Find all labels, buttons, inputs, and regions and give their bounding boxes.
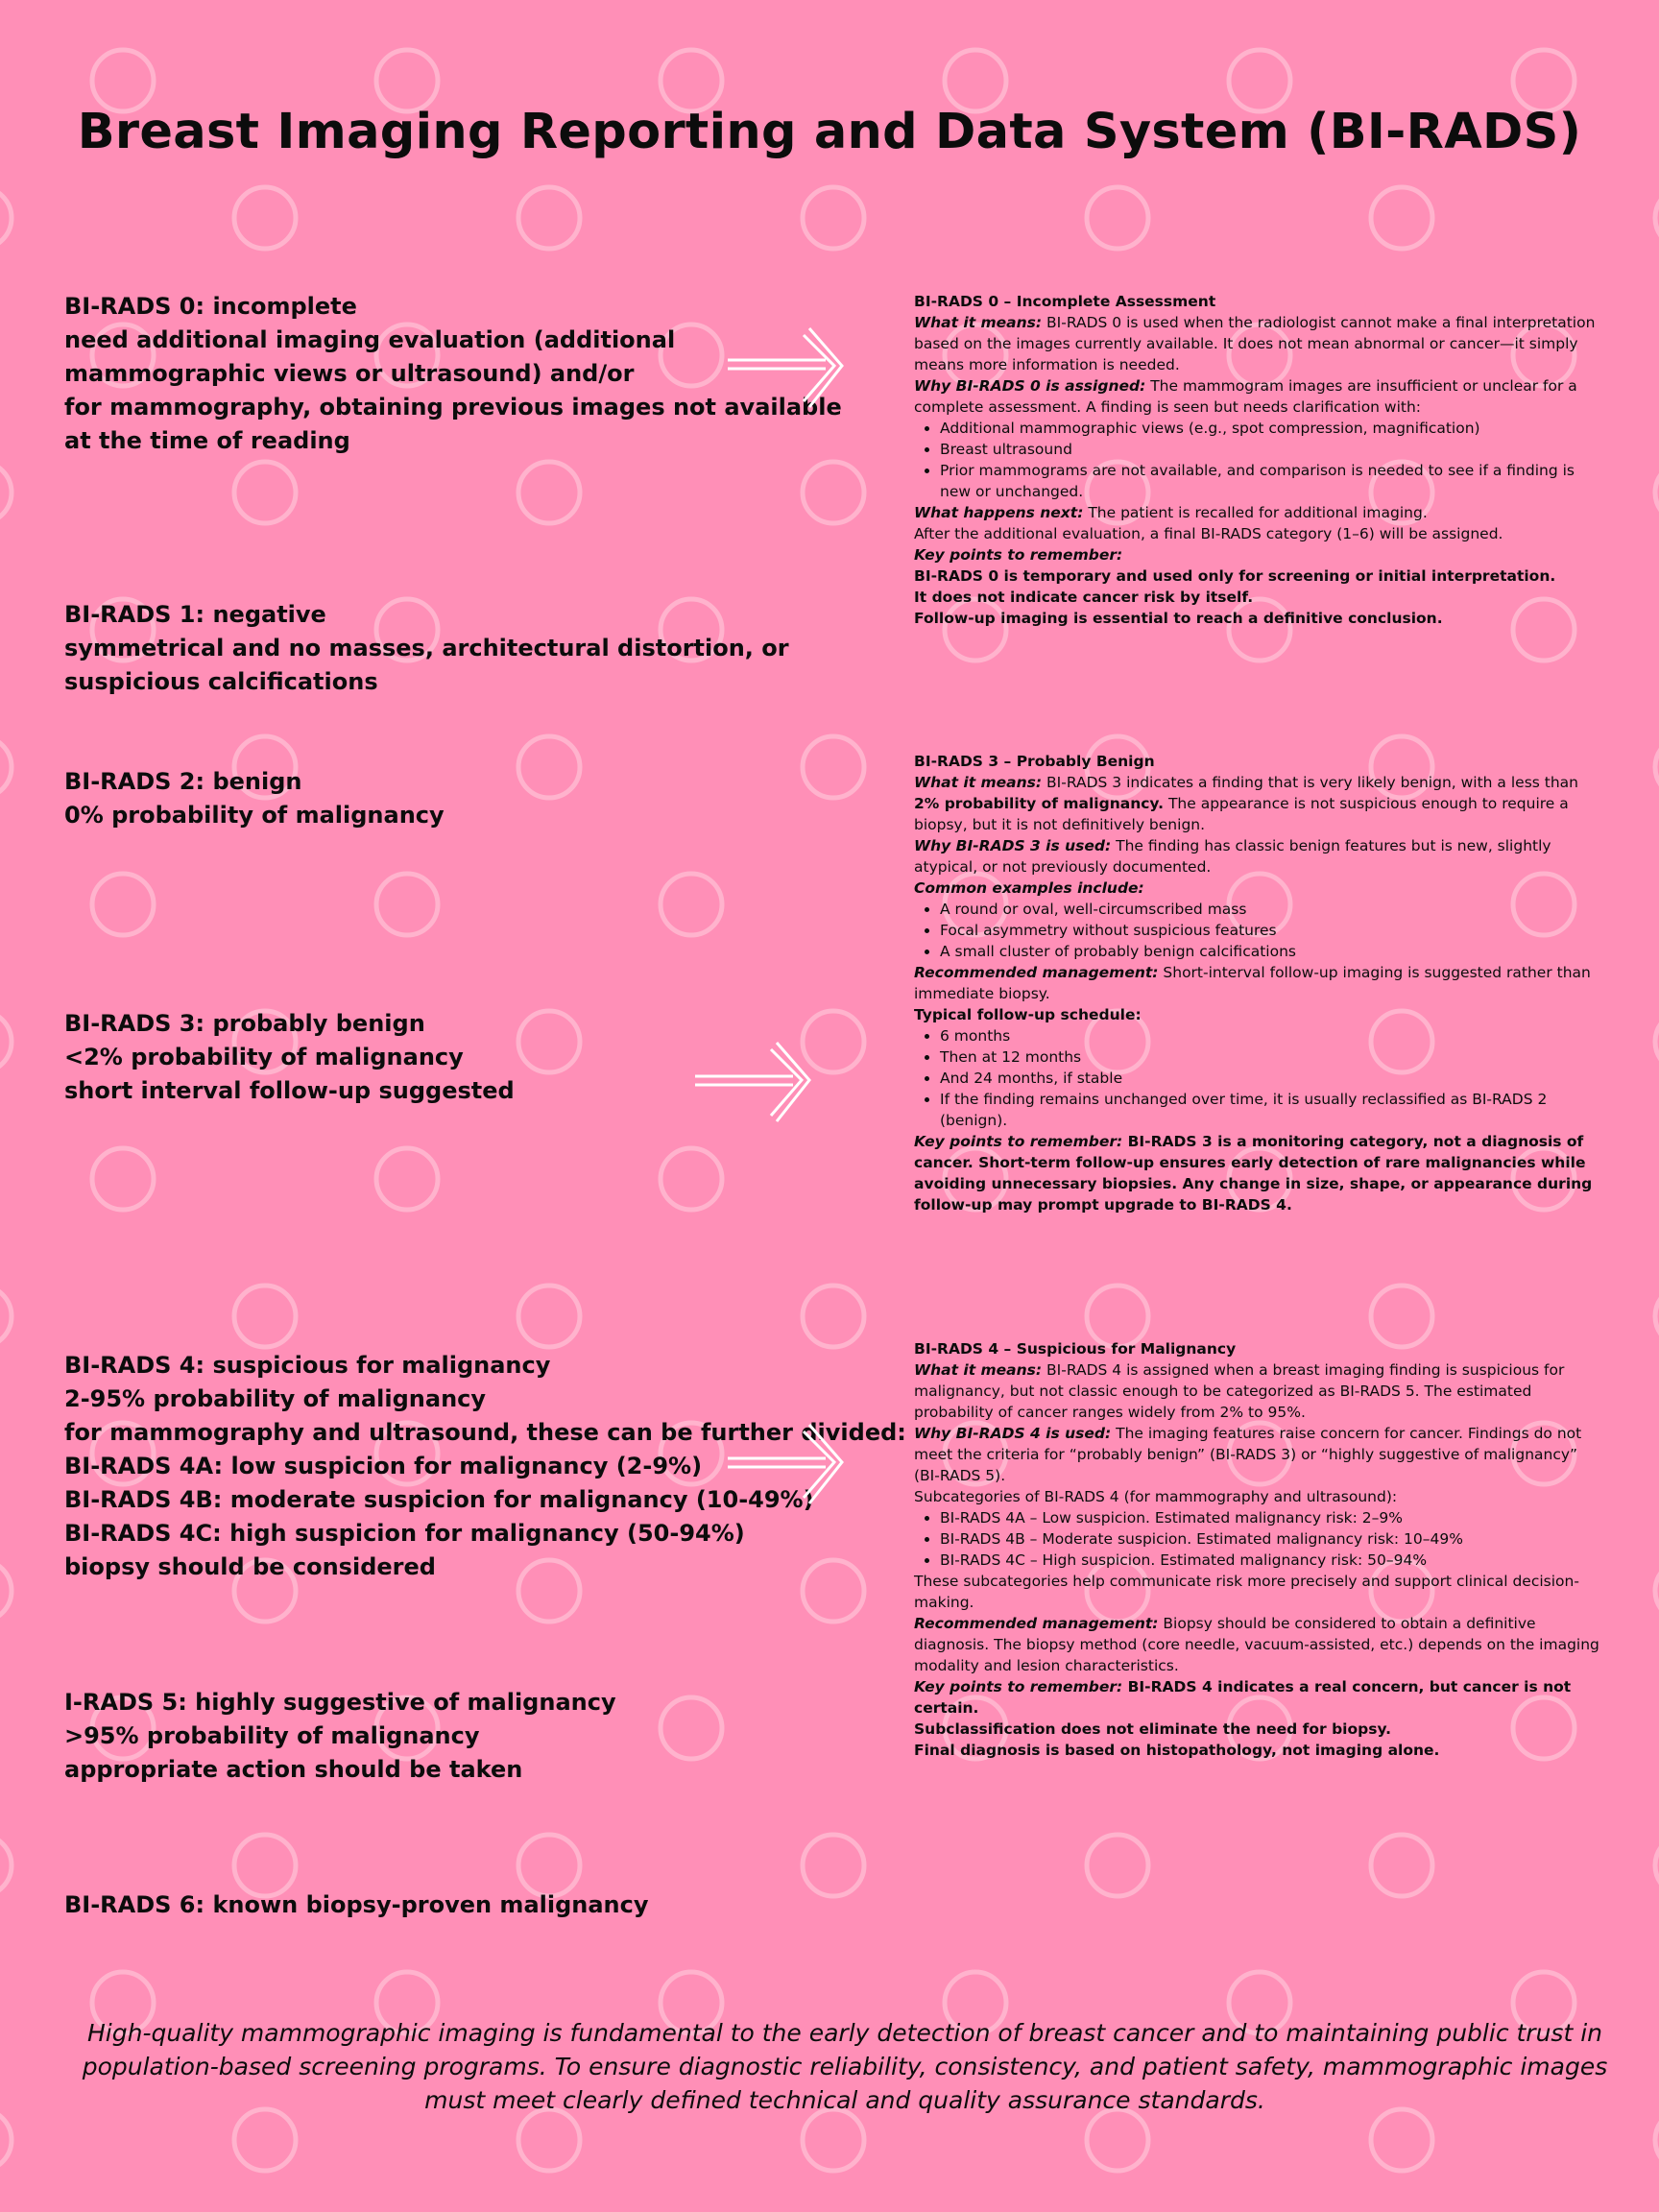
- summary-line: BI-RADS 1: negative: [64, 601, 326, 628]
- detail-text: The finding has classic benign features but is new, slightly atypical, or not previously documented.: [914, 837, 1551, 876]
- birads-4-detail: [914, 1338, 1605, 1761]
- detail-paragraph: [914, 772, 1605, 835]
- list-item: • Focal asymmetry without suspicious features: [940, 920, 1605, 941]
- key-point: Subclassification does not eliminate the need for biopsy.: [914, 1720, 1392, 1738]
- detail-list: [914, 1025, 1605, 1131]
- detail-paragraph: Subcategories of BI-RADS 4 (for mammography and ultrasound):: [914, 1488, 1398, 1505]
- detail-label: Why BI-RADS 0 is assigned:: [914, 377, 1146, 395]
- list-item: • 6 months: [940, 1025, 1605, 1046]
- summary-line: at the time of reading: [64, 427, 350, 454]
- footer-statement: High-quality mammographic imaging is fundamental to the early detection of breast cancer and to maintaining public trust in population-based screening programs. To ensure diagnostic reliability, consistency, and patient safety, mammographic images must meet clearly defined technical and quality assurance standards.: [82, 2019, 1608, 2114]
- detail-heading: BI-RADS 4 – Suspicious for Malignancy: [914, 1340, 1237, 1358]
- detail-paragraph: [914, 1359, 1605, 1423]
- right-arrow-icon: [693, 1041, 814, 1123]
- right-arrow-icon: [726, 326, 847, 409]
- detail-heading: BI-RADS 0 – Incomplete Assessment: [914, 293, 1216, 310]
- summary-line: for mammography, obtaining previous images not available: [64, 394, 842, 421]
- detail-label: Recommended management:: [914, 964, 1159, 981]
- key-point: Final diagnosis is based on histopathology, not imaging alone.: [914, 1742, 1440, 1759]
- detail-label: Why BI-RADS 4 is used:: [914, 1425, 1112, 1442]
- detail-text: BI-RADS 4 is assigned when a breast imaging finding is suspicious for malignancy, but not classic enough to be categorized as BI-RADS 5. The estimated probability of cancer ranges widely from 2% to 95%.: [914, 1361, 1565, 1421]
- detail-paragraph: [914, 375, 1605, 418]
- detail-emphasis: 2% probability of malignancy.: [914, 795, 1165, 812]
- detail-text: Short-interval follow-up imaging is suggested rather than immediate biopsy.: [914, 964, 1591, 1002]
- detail-heading: BI-RADS 3 – Probably Benign: [914, 753, 1155, 770]
- detail-label: What it means:: [914, 774, 1043, 791]
- list-item: • Prior mammograms are not available, and comparison is needed to see if a finding is new or unchanged.: [940, 460, 1605, 502]
- detail-paragraph: [914, 835, 1605, 878]
- summary-line: BI-RADS 4A: low suspicion for malignancy (2-9%): [64, 1453, 703, 1479]
- list-item: • BI-RADS 4A – Low suspicion. Estimated malignancy risk: 2–9%: [940, 1507, 1605, 1528]
- birads-0-detail: [914, 291, 1605, 629]
- detail-label: Key points to remember:: [914, 1678, 1123, 1695]
- birads-3-detail: [914, 751, 1605, 1215]
- detail-paragraph: After the additional evaluation, a final BI-RADS category (1–6) will be assigned.: [914, 525, 1503, 542]
- detail-paragraph: These subcategories help communicate risk more precisely and support clinical decision-making.: [914, 1573, 1579, 1611]
- detail-text: The appearance is not suspicious enough to require a biopsy, but it is not definitively benign.: [914, 795, 1569, 833]
- detail-paragraph: [914, 1423, 1605, 1486]
- summary-line: short interval follow-up suggested: [64, 1077, 515, 1104]
- list-item: • BI-RADS 4C – High suspicion. Estimated malignancy risk: 50–94%: [940, 1550, 1605, 1571]
- detail-paragraph: [914, 1676, 1605, 1719]
- detail-label: Why BI-RADS 3 is used:: [914, 837, 1112, 854]
- detail-paragraph: [914, 962, 1605, 1004]
- birads-3-summary: [64, 1007, 515, 1108]
- detail-text: The mammogram images are insufficient or unclear for a complete assessment. A finding is seen but needs clarification with:: [914, 377, 1577, 416]
- summary-line: BI-RADS 0: incomplete: [64, 293, 357, 320]
- detail-label: Typical follow-up schedule:: [914, 1006, 1142, 1023]
- summary-line: need additional imaging evaluation (additional: [64, 326, 676, 353]
- summary-line: <2% probability of malignancy: [64, 1044, 464, 1070]
- key-point: It does not indicate cancer risk by itself.: [914, 589, 1254, 606]
- summary-line: appropriate action should be taken: [64, 1756, 523, 1783]
- summary-line: suspicious calcifications: [64, 668, 378, 695]
- summary-line: BI-RADS 4B: moderate suspicion for malignancy (10-49%): [64, 1486, 814, 1513]
- detail-text: BI-RADS 0 is used when the radiologist cannot make a final interpretation based on the images currently available. It does not mean abnormal or cancer—it simply means more information is needed.: [914, 314, 1596, 373]
- list-item: • If the finding remains unchanged over time, it is usually reclassified as BI-RADS 2 (benign).: [940, 1089, 1605, 1131]
- list-item: • BI-RADS 4B – Moderate suspicion. Estimated malignancy risk: 10–49%: [940, 1528, 1605, 1550]
- detail-paragraph: [914, 502, 1605, 523]
- key-point: Follow-up imaging is essential to reach a definitive conclusion.: [914, 610, 1443, 627]
- detail-label: Key points to remember:: [914, 1133, 1123, 1150]
- list-item: • A small cluster of probably benign calcifications: [940, 941, 1605, 962]
- birads-6-summary: [64, 1888, 649, 1922]
- detail-text: BI-RADS 3 is a monitoring category, not a diagnosis of cancer. Short-term follow-up ensures early detection of rare malignancies while avoiding unnecessary biopsies. Any change in size, shape, or appearance during follow-up may prompt upgrade to BI-RADS 4.: [914, 1133, 1593, 1214]
- summary-line: biopsy should be considered: [64, 1553, 436, 1580]
- detail-paragraph: [914, 1131, 1605, 1215]
- summary-line: for mammography and ultrasound, these can be further divided:: [64, 1419, 906, 1446]
- detail-label: Key points to remember:: [914, 546, 1123, 564]
- detail-text: BI-RADS 3 indicates a finding that is very likely benign, with a less than: [1042, 774, 1579, 791]
- detail-list: [914, 1507, 1605, 1571]
- summary-line: 0% probability of malignancy: [64, 802, 445, 829]
- detail-paragraph: [914, 1613, 1605, 1676]
- list-item: • And 24 months, if stable: [940, 1068, 1605, 1089]
- detail-text: Biopsy should be considered to obtain a definitive diagnosis. The biopsy method (core needle, vacuum-assisted, etc.) depends on the imaging modality and lesion characteristics.: [914, 1615, 1599, 1674]
- birads-1-summary: [64, 598, 789, 699]
- detail-label: Common examples include:: [914, 879, 1144, 897]
- detail-text: The patient is recalled for additional imaging.: [1083, 504, 1428, 521]
- list-item: • Additional mammographic views (e.g., spot compression, magnification): [940, 418, 1605, 439]
- detail-text: The imaging features raise concern for cancer. Findings do not meet the criteria for “probably benign” (BI-RADS 3) or “highly suggestive of malignancy” (BI-RADS 5).: [914, 1425, 1582, 1484]
- summary-line: BI-RADS 6: known biopsy-proven malignancy: [64, 1891, 649, 1918]
- summary-line: I-RADS 5: highly suggestive of malignancy: [64, 1689, 616, 1716]
- summary-line: 2-95% probability of malignancy: [64, 1385, 487, 1412]
- summary-line: BI-RADS 3: probably benign: [64, 1010, 425, 1037]
- key-point: BI-RADS 0 is temporary and used only for screening or initial interpretation.: [914, 567, 1556, 585]
- detail-list: [914, 899, 1605, 962]
- summary-line: BI-RADS 4: suspicious for malignancy: [64, 1352, 551, 1379]
- detail-label: What it means:: [914, 314, 1043, 331]
- summary-line: symmetrical and no masses, architectural distortion, or: [64, 635, 789, 661]
- summary-line: BI-RADS 2: benign: [64, 768, 302, 795]
- list-item: • Then at 12 months: [940, 1046, 1605, 1068]
- birads-2-summary: [64, 765, 445, 832]
- birads-5-summary: [64, 1686, 616, 1787]
- summary-line: >95% probability of malignancy: [64, 1722, 480, 1749]
- summary-line: mammographic views or ultrasound) and/or: [64, 360, 635, 387]
- detail-list: [914, 418, 1605, 502]
- right-arrow-icon: [726, 1423, 847, 1505]
- detail-label: What it means:: [914, 1361, 1043, 1379]
- detail-text: BI-RADS 4 indicates a real concern, but cancer is not certain.: [914, 1678, 1572, 1717]
- list-item: • A round or oval, well-circumscribed mass: [940, 899, 1605, 920]
- summary-line: BI-RADS 4C: high suspicion for malignancy (50-94%): [64, 1520, 745, 1547]
- page-title: Breast Imaging Reporting and Data System (BI-RADS): [77, 104, 1582, 160]
- list-item: • Breast ultrasound: [940, 439, 1605, 460]
- detail-label: What happens next:: [914, 504, 1084, 521]
- detail-paragraph: [914, 312, 1605, 375]
- detail-label: Recommended management:: [914, 1615, 1159, 1632]
